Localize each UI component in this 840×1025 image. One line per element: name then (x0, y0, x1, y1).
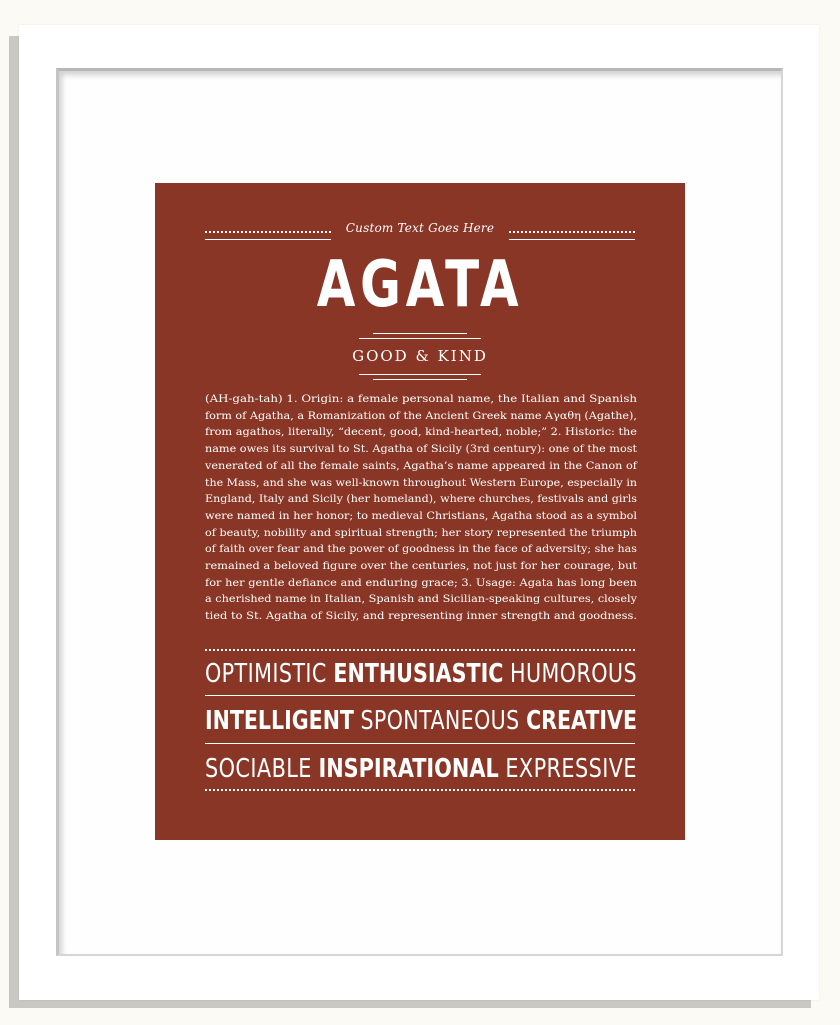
traits-divider (205, 695, 635, 696)
definition-line: tied to St. Agatha of Sicily, and representing inner strength and goodness. (205, 610, 637, 623)
traits-row (205, 703, 637, 739)
trait-word: INTELLIGENT (205, 706, 354, 736)
dotted-divider-left (205, 231, 331, 240)
name-title: AGATA (316, 248, 524, 322)
definition-line: of faith over fear and the power of goodness in the face of adversity; she has (205, 543, 637, 556)
name-definition (205, 391, 637, 625)
dotted-divider-right (509, 231, 635, 240)
definition-line: venerated of all the female saints, Agatha’s name appeared in the Canon of (205, 459, 637, 472)
trait-word: HUMOROUS (510, 659, 637, 689)
trait-word: SOCIABLE (205, 754, 312, 784)
definition-line: from agathos, literally, “decent, good, kind-hearted, noble;” 2. Historic: the (205, 426, 637, 439)
definition-line: a cherished name in Italian, Spanish and Sicilian-speaking cultures, closely (205, 593, 637, 606)
definition-line: were named in her honor; to medieval Christians, Agatha stood as a symbol (205, 509, 637, 522)
dotted-divider (205, 649, 635, 651)
trait-word: CREATIVE (526, 706, 637, 736)
custom-text: Custom Text Goes Here (345, 221, 495, 235)
definition-line: name owes its survival to St. Agatha of Sicily (3rd century): one of the most (205, 443, 637, 456)
rule-long (359, 374, 481, 375)
definition-line: (AH-gah-tah) 1. Origin: a female personal name, the Italian and Spanish (205, 393, 637, 405)
rule-long (359, 338, 481, 339)
definition-line: of beauty, nobility and spiritual strength; her story represented the triumph (205, 526, 637, 539)
trait-word: EXPRESSIVE (505, 754, 637, 784)
traits-row (205, 751, 637, 787)
custom-text-row (205, 219, 635, 243)
trait-word: SPONTANEOUS (360, 706, 520, 736)
traits-row (205, 656, 637, 692)
definition-line: form of Agatha, a Romanization of the Ancient Greek name Αγαθη (Agathe), (205, 409, 637, 422)
definition-line: the Mass, and she was well-known throughout Western Europe, especially in (205, 476, 637, 489)
trait-word: OPTIMISTIC (205, 659, 327, 689)
traits-divider (205, 743, 635, 744)
rule-short (373, 379, 467, 380)
dotted-divider (205, 789, 635, 791)
definition-line: for her gentle defiance and enduring grace; 3. Usage: Agata has long been (205, 576, 637, 589)
trait-word: INSPIRATIONAL (318, 754, 499, 784)
name-meaning: GOOD & KIND (352, 347, 488, 365)
definition-line: England, Italy and Sicily (her homeland), where churches, festivals and girls (205, 493, 637, 506)
rule-short (373, 333, 467, 334)
definition-line: remained a beloved figure over the centuries, not just for her courage, but (205, 560, 637, 573)
name-print (155, 183, 685, 840)
trait-word: ENTHUSIASTIC (333, 659, 504, 689)
